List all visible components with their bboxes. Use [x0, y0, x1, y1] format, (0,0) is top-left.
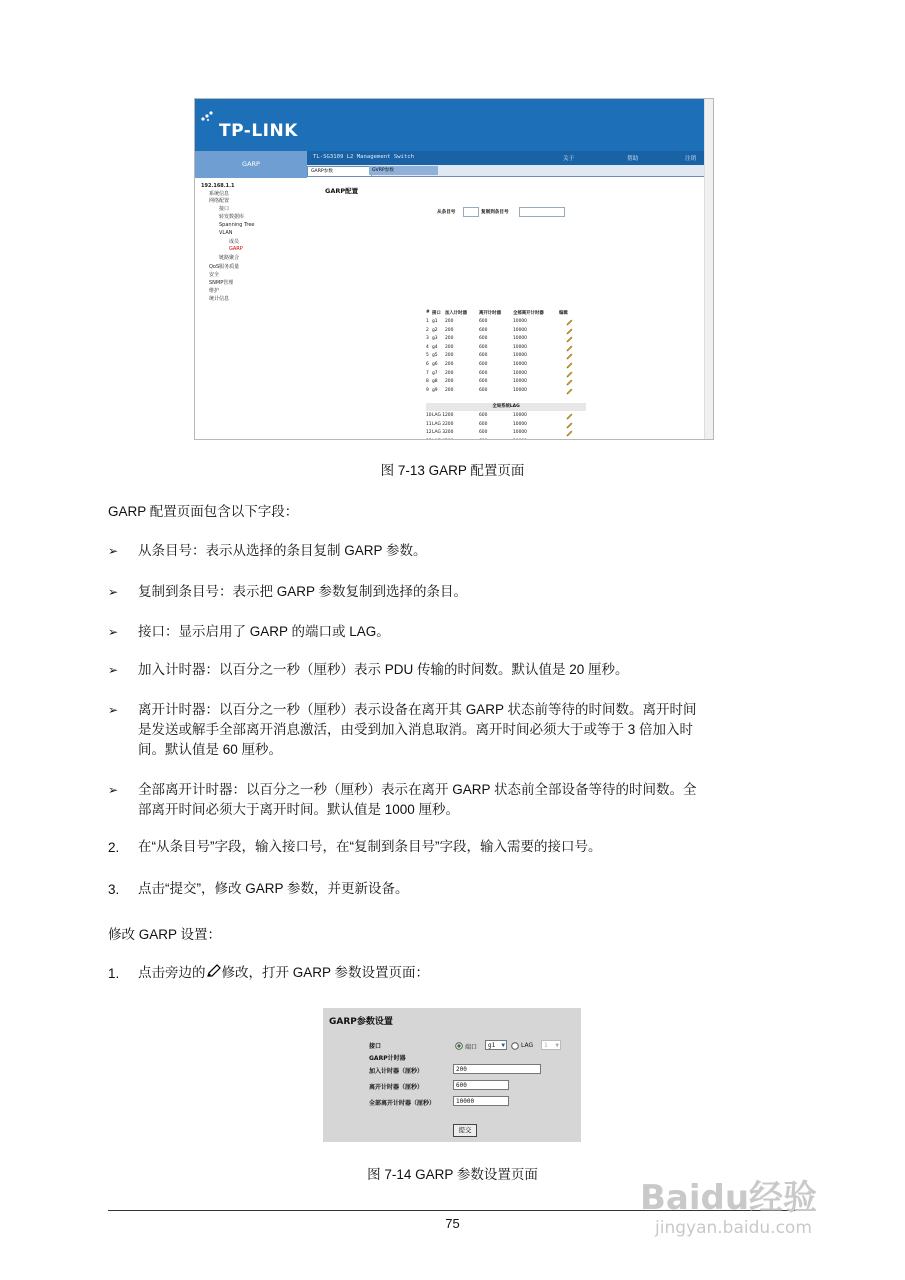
table-cell: 600	[479, 344, 488, 350]
page-number: 75	[445, 1216, 460, 1231]
table-cell: 3	[426, 336, 429, 342]
tree-item[interactable]: 系统信息	[209, 191, 230, 197]
leave-timer-label: 离开计时器（厘秒）	[369, 1084, 424, 1091]
table-cell: 200	[445, 421, 454, 427]
table-cell: 10000	[513, 327, 527, 333]
bullet-text: 加入计时器：以百分之一秒（厘秒）表示 PDU 传输的时间数。默认值是 20 厘秒。	[138, 662, 629, 677]
pencil-edit-icon[interactable]	[566, 430, 573, 437]
table-cell: g1	[432, 319, 438, 324]
table-cell: 200	[445, 319, 454, 324]
pencil-edit-icon[interactable]	[566, 439, 573, 440]
nav-tree	[195, 179, 307, 439]
table-cell: g3	[432, 336, 438, 342]
table-cell	[445, 439, 453, 440]
table-cell: g2	[432, 327, 438, 333]
table-row	[426, 439, 586, 440]
table-cell: 12	[426, 430, 432, 436]
lag-radio[interactable]	[511, 1042, 519, 1050]
table-cell: 10000	[513, 362, 527, 367]
table-row	[426, 379, 586, 387]
bullet-text-line: 离开计时器：以百分之一秒（厘秒）表示设备在离开其 GARP 状态前等待的时间数。离开时间	[138, 702, 697, 717]
figure-caption-1: 图 7-13 GARP 配置页面	[380, 463, 525, 478]
table-cell: g6	[432, 362, 438, 367]
logo-dots-icon	[200, 109, 216, 123]
col-join: 加入计时器	[445, 311, 467, 316]
table-cell: 200	[445, 362, 454, 367]
tree-item[interactable]: Spanning Tree	[219, 222, 255, 228]
table-cell: 600	[479, 421, 488, 427]
interface-label: 接口	[369, 1043, 382, 1050]
table-row	[426, 422, 586, 430]
bullet-text-line: 是发送或解手全部离开消息激活，由受到加入消息取消。离开时间必须大于或等于 3 倍加入时	[138, 722, 694, 737]
bullet-arrow-icon: ➢	[108, 585, 119, 599]
table-cell: g9	[432, 387, 438, 393]
join-timer-input[interactable]: 200	[453, 1064, 541, 1074]
lag-section-label: 全局系统LAG	[426, 403, 586, 411]
step-number: 2.	[108, 840, 120, 855]
tree-item[interactable]: 维护	[209, 288, 220, 294]
table-cell: 200	[445, 430, 454, 436]
table-cell: 10000	[513, 336, 527, 342]
bullet-arrow-icon: ➢	[108, 625, 119, 639]
table-row	[426, 336, 586, 344]
table-cell: 10000	[513, 344, 527, 350]
table-cell: 10000	[513, 379, 527, 385]
leave-timer-input[interactable]: 600	[453, 1080, 509, 1090]
sidebar-title: GARP	[195, 151, 307, 178]
tree-item[interactable]: 成员	[229, 239, 240, 245]
table-cell: 200	[445, 344, 454, 350]
table-cell: g7	[432, 370, 438, 376]
page-title: GARP配置	[325, 187, 359, 195]
pencil-edit-icon[interactable]	[566, 413, 573, 420]
table-cell: 11	[426, 421, 432, 427]
table-cell: g5	[432, 353, 438, 359]
bullet-text-line: 间。默认值是 60 厘秒。	[138, 742, 283, 757]
bullet-text: 接口：显示启用了 GARP 的端口或 LAG。	[138, 624, 390, 639]
pencil-edit-icon[interactable]	[566, 371, 573, 378]
bullet-text: 复制到条目号：表示把 GARP 参数复制到选择的条目。	[138, 584, 468, 599]
table-cell: 600	[479, 370, 488, 376]
tree-item[interactable]: 接口	[219, 206, 230, 212]
main-content	[307, 177, 705, 439]
table-cell: LAG 2	[432, 421, 446, 427]
device-title-bar	[307, 151, 705, 165]
table-cell: 600	[479, 362, 488, 367]
to-entry-label: 复制到条目号	[481, 210, 509, 215]
tree-item-selected[interactable]: GARP	[229, 246, 243, 252]
tab-strip	[307, 165, 705, 177]
table-cell: 7	[426, 370, 429, 376]
join-timer-label: 加入计时器（厘秒）	[369, 1068, 424, 1075]
table-cell: 10000	[513, 387, 527, 393]
table-cell: 200	[445, 370, 454, 376]
col-leaveall: 全部离开计时器	[513, 311, 544, 316]
pencil-edit-icon[interactable]	[566, 328, 573, 335]
table-row	[426, 345, 586, 353]
vertical-scrollbar[interactable]	[704, 99, 713, 439]
table-cell: LAG 3	[432, 430, 446, 436]
table-cell: 10000	[513, 370, 527, 376]
dialog-title: GARP参数设置	[329, 1017, 393, 1027]
leaveall-timer-label: 全部离开计时器（厘秒）	[369, 1100, 436, 1107]
table-cell: 10000	[513, 319, 527, 324]
table-cell	[479, 439, 487, 440]
table-cell: 600	[479, 413, 488, 418]
col-edit: 编辑	[559, 311, 568, 316]
table-cell: 600	[479, 387, 488, 393]
pencil-edit-icon[interactable]	[566, 319, 573, 326]
table-cell: 10000	[513, 413, 527, 418]
leaveall-timer-input[interactable]: 10000	[453, 1096, 509, 1106]
port-label: 端口	[465, 1044, 478, 1051]
tp-link-logo: TP-LINK	[219, 121, 298, 141]
table-row	[426, 328, 586, 336]
pencil-edit-icon[interactable]	[566, 336, 573, 343]
watermark-brand: Baidu经验	[640, 1178, 818, 1218]
col-index: #	[426, 310, 430, 315]
table-cell: 200	[445, 327, 454, 333]
step-number: 3.	[108, 882, 120, 897]
tree-root[interactable]: 192.168.1.1	[201, 183, 235, 189]
submit-button[interactable]: 提交	[453, 1124, 477, 1137]
modify-heading: 修改 GARP 设置：	[108, 927, 222, 942]
pencil-edit-icon[interactable]	[566, 353, 573, 360]
tree-item[interactable]: VLAN	[219, 230, 233, 236]
table-cell: 4	[426, 344, 429, 350]
table-cell: 10	[426, 413, 432, 418]
table-cell: 600	[479, 336, 488, 342]
tree-item[interactable]: QoS服务质量	[209, 264, 240, 270]
table-cell: 600	[479, 327, 488, 333]
pencil-edit-icon	[206, 964, 222, 978]
step-text-before: 点击旁边的	[138, 965, 206, 980]
link-about[interactable]: 关于	[563, 156, 575, 162]
step-number: 1.	[108, 966, 120, 981]
table-cell: 10000	[513, 353, 527, 359]
pencil-edit-icon[interactable]	[566, 388, 573, 395]
table-cell: 2	[426, 327, 429, 333]
table-cell: g8	[432, 379, 438, 385]
bullet-arrow-icon: ➢	[108, 663, 119, 677]
bullet-arrow-icon: ➢	[108, 703, 119, 717]
table-row	[426, 388, 586, 396]
step-text-after: 修改，打开 GARP 参数设置页面：	[221, 965, 430, 980]
table-row	[426, 319, 586, 327]
settings-panel	[361, 1036, 563, 1128]
tab-gvrp-params[interactable]: GVRP参数	[369, 166, 438, 175]
col-leave: 离开计时器	[479, 311, 501, 316]
header-banner	[195, 99, 705, 151]
chevron-down-icon: ▼	[555, 1042, 559, 1049]
table-cell: 600	[479, 353, 488, 359]
watermark-url: jingyan.baidu.com	[655, 1218, 812, 1238]
link-logout[interactable]: 注销	[685, 156, 697, 162]
to-entry-input[interactable]	[519, 207, 565, 217]
table-cell: 200	[445, 413, 454, 418]
table-cell: 200	[445, 353, 454, 359]
figure-caption-2: 图 7-14 GARP 参数设置页面	[367, 1167, 538, 1182]
device-title: TL-SG3109 L2 Management Switch	[313, 154, 415, 160]
table-cell	[426, 439, 432, 440]
table-cell: 10000	[513, 421, 527, 427]
table-row	[426, 371, 586, 379]
chevron-down-icon: ▼	[501, 1042, 505, 1049]
table-cell: g4	[432, 344, 438, 350]
port-radio[interactable]	[455, 1042, 463, 1050]
table-row	[426, 413, 586, 421]
step-text	[138, 963, 429, 983]
link-help[interactable]: 帮助	[627, 156, 639, 162]
pencil-edit-icon[interactable]	[566, 345, 573, 352]
table-cell: 5	[426, 353, 429, 359]
tree-item[interactable]: 统计信息	[209, 296, 230, 302]
step-text: 在“从条目号”字段，输入接口号，在“复制到条目号”字段，输入需要的接口号。	[138, 839, 602, 854]
table-row	[426, 362, 586, 370]
table-cell: 8	[426, 379, 429, 385]
table-cell: 600	[479, 379, 488, 385]
garp-param-settings-screenshot	[323, 1008, 581, 1142]
table-cell: 10000	[513, 430, 527, 436]
tree-item[interactable]: 链路聚合	[219, 255, 240, 261]
lag-label: LAG	[521, 1042, 534, 1049]
tree-item[interactable]: 转发数据库	[219, 214, 245, 220]
tree-item[interactable]: 网络配置	[209, 198, 230, 204]
port-value: g1	[488, 1042, 496, 1049]
garp-config-screenshot	[194, 98, 714, 440]
table-cell: 200	[445, 336, 454, 342]
tab-garp-params[interactable]: GARP参数	[307, 166, 372, 176]
col-interface: 接口	[432, 311, 441, 316]
table-cell: 6	[426, 362, 429, 367]
bullet-text: 从条目号：表示从选择的条目复制 GARP 参数。	[138, 543, 427, 558]
bullet-arrow-icon: ➢	[108, 544, 119, 558]
pencil-edit-icon[interactable]	[566, 422, 573, 429]
port-select[interactable]	[485, 1040, 507, 1050]
table-cell	[513, 439, 527, 440]
from-entry-input[interactable]	[463, 207, 479, 217]
table-cell: 9	[426, 387, 429, 393]
table-cell	[432, 439, 445, 440]
table-cell: 600	[479, 430, 488, 436]
pencil-edit-icon[interactable]	[566, 379, 573, 386]
lag-select[interactable]	[541, 1040, 561, 1050]
table-cell: LAG 1	[432, 413, 446, 418]
step-text: 点击“提交”，修改 GARP 参数，并更新设备。	[138, 881, 409, 896]
table-cell: 200	[445, 387, 454, 393]
pencil-edit-icon[interactable]	[566, 362, 573, 369]
from-entry-label: 从条目号	[437, 210, 456, 215]
lag-value: 1	[544, 1042, 548, 1049]
tree-item[interactable]: 安全	[209, 272, 220, 278]
table-row	[426, 353, 586, 361]
bullet-arrow-icon: ➢	[108, 783, 119, 797]
tree-item[interactable]: SNMP管理	[209, 280, 234, 286]
timer-section-label: GARP计时器	[369, 1055, 406, 1062]
bullet-text-line: 部离开时间必须大于离开时间。默认值是 1000 厘秒。	[138, 802, 460, 817]
intro-text: GARP 配置页面包含以下字段：	[108, 504, 299, 519]
bullet-text-line: 全部离开计时器：以百分之一秒（厘秒）表示在离开 GARP 状态前全部设备等待的时间数。全	[138, 782, 697, 797]
table-cell: 200	[445, 379, 454, 385]
table-cell: 600	[479, 319, 488, 324]
table-row	[426, 430, 586, 438]
table-cell: 1	[426, 319, 429, 324]
